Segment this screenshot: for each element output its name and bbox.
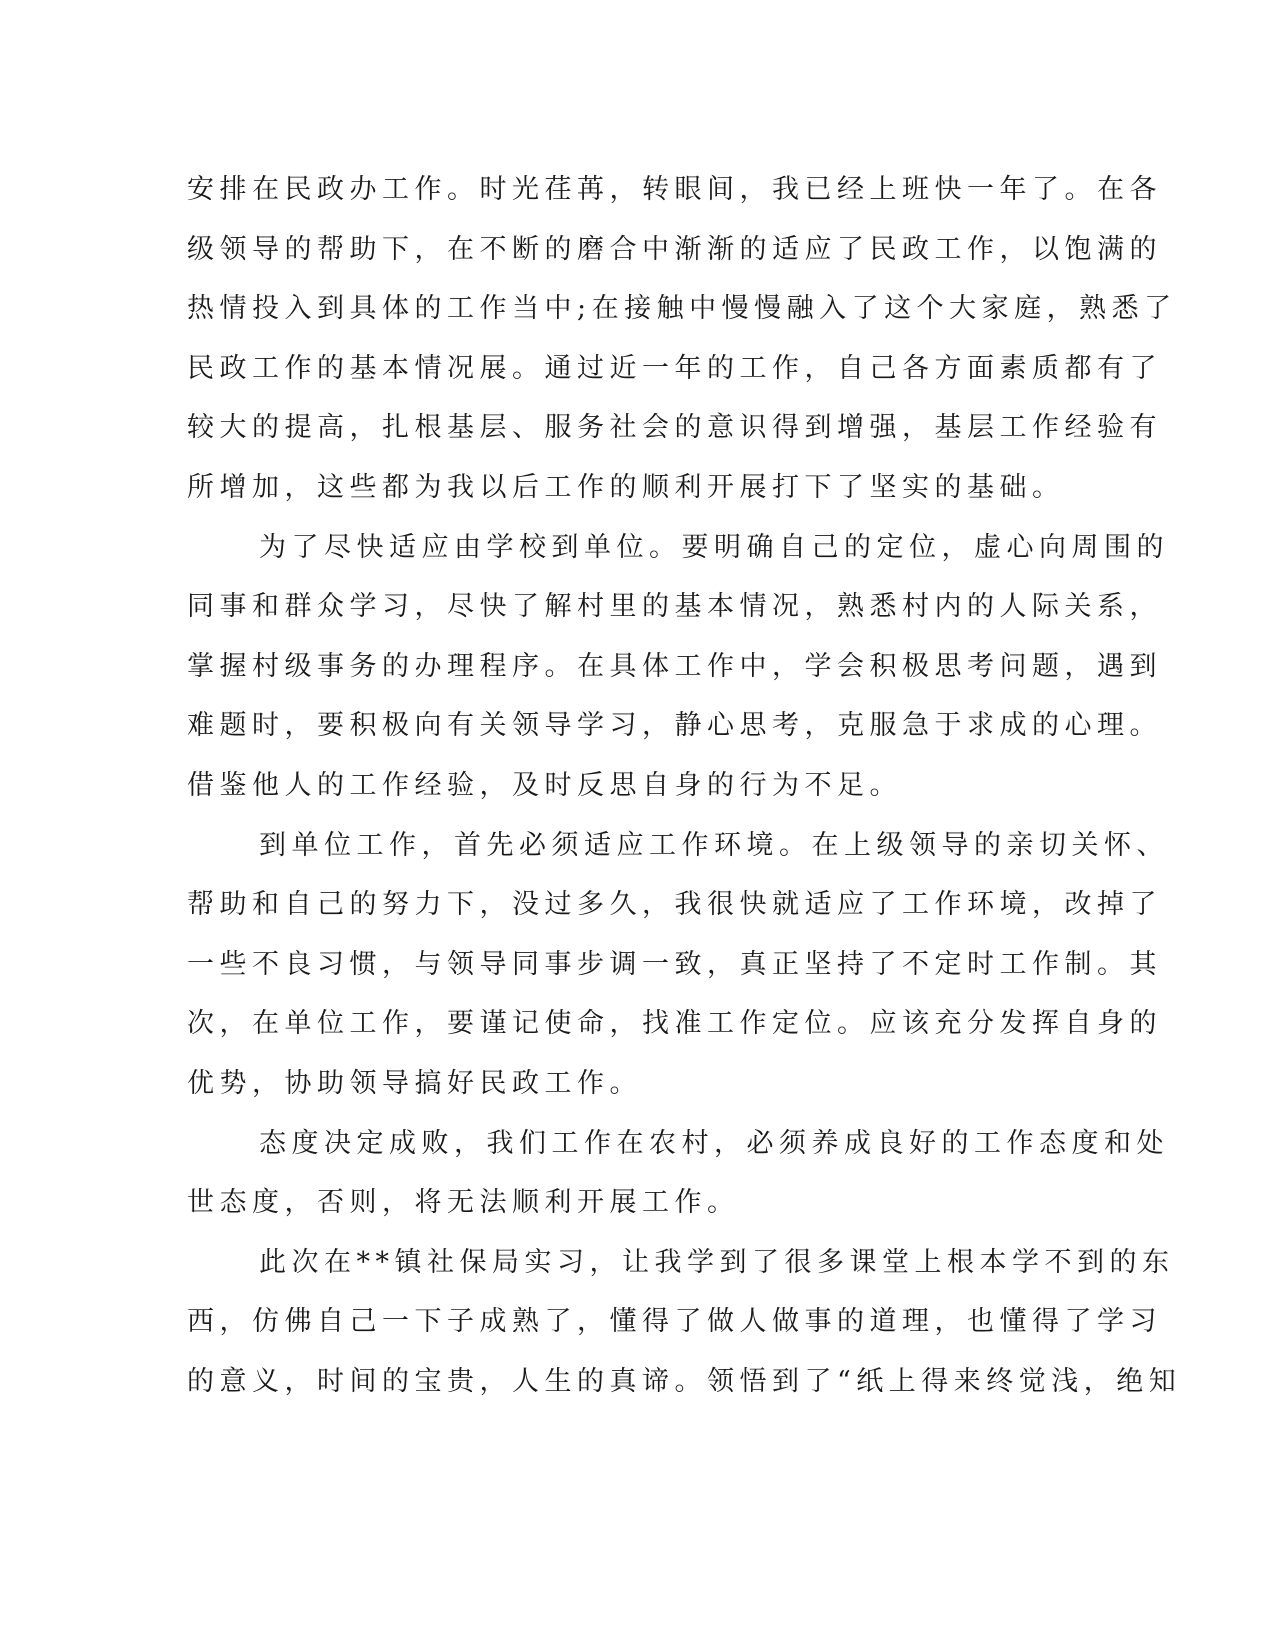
- paragraph-2: [187, 518, 1169, 816]
- text-line: 的意义，时间的宝贵，人生的真谛。领悟到了“纸上得来终觉浅，绝知: [187, 1365, 1182, 1397]
- text-line: 借鉴他人的工作经验，及时反思自身的行为不足。: [187, 769, 902, 801]
- text-line: 到单位工作，首先必须适应工作环境。在上级领导的亲切关怀、: [259, 829, 1169, 861]
- text-line: 西，仿佛自己一下子成熟了，懂得了做人做事的道理，也懂得了学习: [187, 1306, 1162, 1338]
- paragraph-3: [187, 816, 1169, 1114]
- text-line: 次，在单位工作，要谨记使命，找准工作定位。应该充分发挥自身的: [187, 1008, 1162, 1040]
- text-line: 安排在民政办工作。时光荏苒，转眼间，我已经上班快一年了。在各: [187, 174, 1162, 205]
- text-line: 帮助和自己的努力下，没过多久，我很快就适应了工作环境，改掉了: [187, 889, 1162, 921]
- text-line: 难题时，要积极向有关领导学习，静心思考，克服急于求成的心理。: [187, 710, 1162, 742]
- text-line: 较大的提高，扎根基层、服务社会的意识得到增强，基层工作经验有: [187, 412, 1162, 444]
- text-line: 掌握村级事务的办理程序。在具体工作中，学会积极思考问题，遇到: [187, 650, 1162, 682]
- text-line: 世态度，否则，将无法顺利开展工作。: [187, 1187, 740, 1219]
- paragraph-1: [187, 160, 1177, 518]
- text-line: 级领导的帮助下，在不断的磨合中渐渐的适应了民政工作，以饱满的: [187, 233, 1162, 265]
- text-line: 为了尽快适应由学校到单位。要明确自己的定位，虚心向周围的: [259, 531, 1169, 563]
- text-line: 民政工作的基本情况展。通过近一年的工作，自己各方面素质都有了: [187, 352, 1162, 384]
- document-body: [187, 160, 1182, 1411]
- text-line: 热情投入到具体的工作当中;在接触中慢慢融入了这个大家庭，熟悉了: [187, 293, 1177, 325]
- text-line: 态度决定成败，我们工作在农村，必须养成良好的工作态度和处: [259, 1127, 1169, 1159]
- text-line: 一些不良习惯，与领导同事步调一致，真正坚持了不定时工作制。其: [187, 948, 1162, 980]
- text-line: 此次在**镇社保局实习，让我学到了很多课堂上根本学不到的东: [259, 1246, 1175, 1278]
- paragraph-4: [187, 1114, 1169, 1233]
- paragraph-5: [187, 1233, 1182, 1412]
- text-line: 所增加，这些都为我以后工作的顺利开展打下了坚实的基础。: [187, 471, 1065, 503]
- text-line: 同事和群众学习，尽快了解村里的基本情况，熟悉村内的人际关系，: [187, 591, 1162, 623]
- text-line: 优势，协助领导搞好民政工作。: [187, 1067, 642, 1099]
